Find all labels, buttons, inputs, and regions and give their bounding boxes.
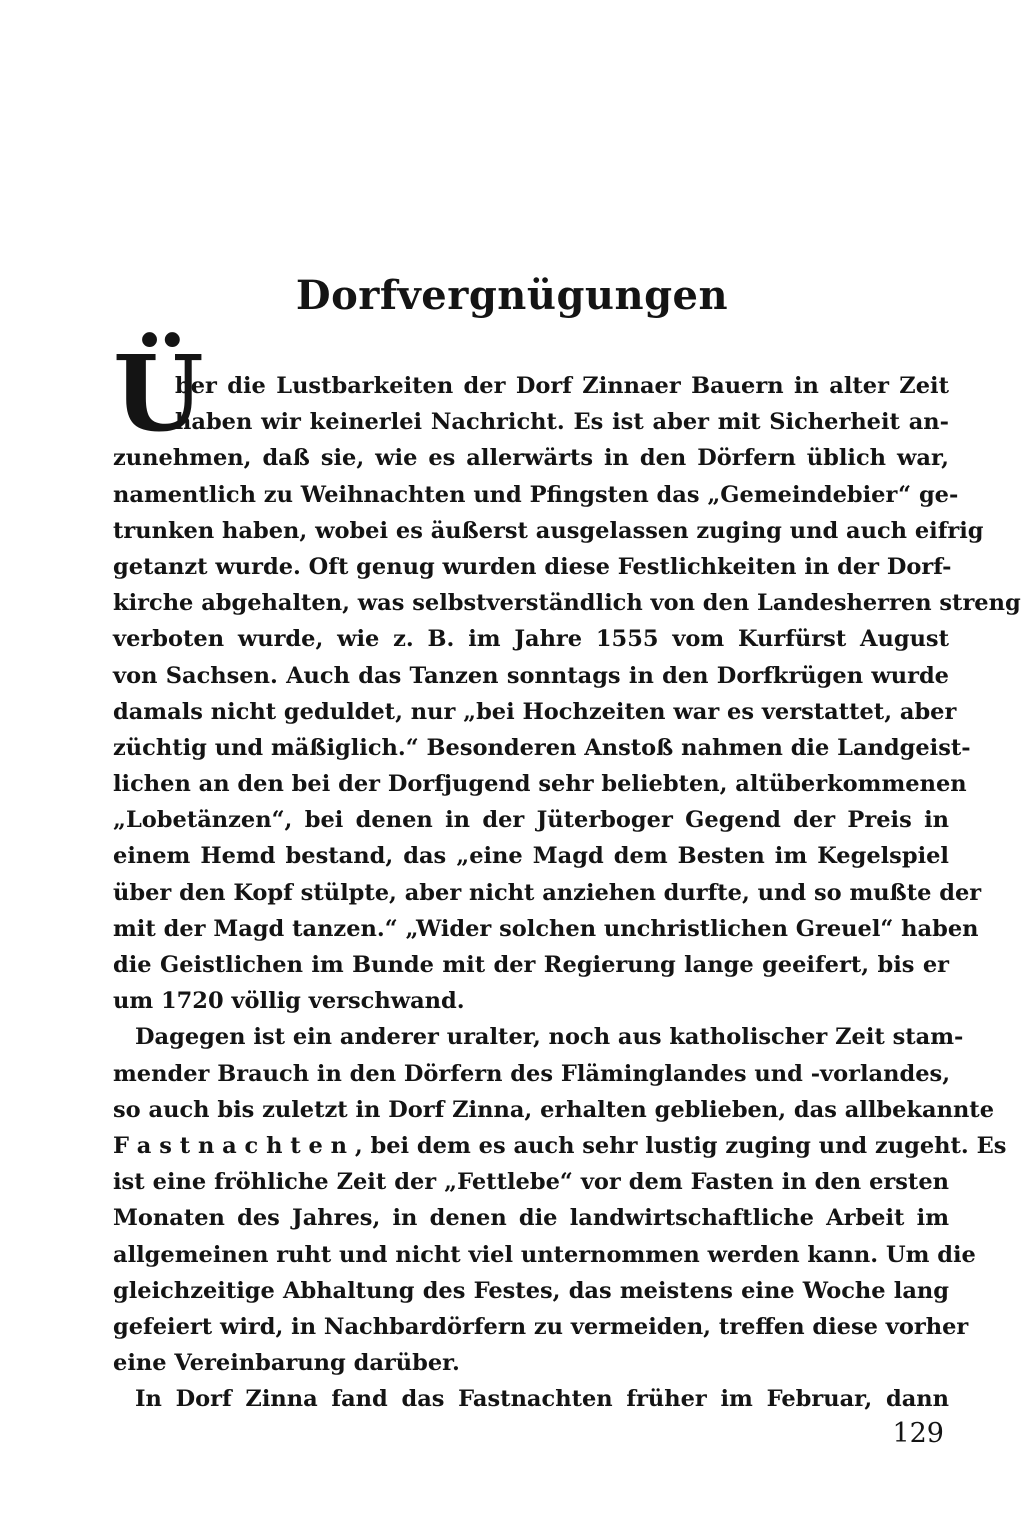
- text-line: allgemeinen ruht und nicht viel unternommen werden kann. Um die: [113, 1241, 976, 1268]
- text-line: namentlich zu Weihnachten und Pfingsten das „Gemeindebier“ ge-: [113, 481, 959, 508]
- text-line: lichen an den bei der Dorfjugend sehr beliebten, altüberkommenen: [113, 771, 967, 798]
- text-line: über den Kopf stülpte, aber nicht anziehen durfte, und so mußte der: [113, 879, 982, 906]
- drop-cap: Ü: [113, 332, 204, 455]
- text-line: haben wir keinerlei Nachricht. Es ist aber mit Sicherheit an-: [175, 409, 949, 436]
- text-line: Dagegen ist ein anderer uralter, noch aus katholischer Zeit stam-: [135, 1024, 964, 1051]
- text-line: trunken haben, wobei es äußerst ausgelassen zuging und auch eifrig: [113, 517, 984, 544]
- body-text: [113, 368, 1021, 1417]
- page-number: 129: [892, 1418, 944, 1449]
- text-line: verboten wurde, wie z. B. im Jahre 1555 vom Kurfürst August: [113, 626, 949, 653]
- text-line: gleichzeitige Abhaltung des Festes, das meistens eine Woche lang: [113, 1277, 949, 1304]
- text-line: so auch bis zuletzt in Dorf Zinna, erhalten geblieben, das allbekannte: [113, 1096, 995, 1123]
- text-line: zunehmen, daß sie, wie es allerwärts in den Dörfern üblich war,: [113, 445, 949, 472]
- text-line: um 1720 völlig verschwand.: [113, 988, 465, 1015]
- chapter-title: Dorfvergnügungen: [295, 272, 729, 319]
- text-line: F a s t n a c h t e n , bei dem es auch sehr lustig zuging und zugeht. Es: [113, 1132, 1007, 1159]
- text-line: ber die Lustbarkeiten der Dorf Zinnaer Bauern in alter Zeit: [175, 373, 949, 399]
- text-line: getanzt wurde. Oft genug wurden diese Festlichkeiten in der Dorf-: [113, 553, 952, 580]
- text-line: gefeiert wird, in Nachbardörfern zu vermeiden, treffen diese vorher: [113, 1313, 969, 1340]
- text-line: damals nicht geduldet, nur „bei Hochzeiten war es verstattet, aber: [113, 698, 957, 725]
- text-line: „Lobetänzen“, bei denen in der Jüterboger Gegend der Preis in: [113, 807, 949, 834]
- text-line: In Dorf Zinna fand das Fastnachten früher im Februar, dann: [135, 1386, 949, 1413]
- text-line: züchtig und mäßiglich.“ Besonderen Anstoß nahmen die Landgeist-: [113, 734, 971, 761]
- text-line: die Geistlichen im Bunde mit der Regierung lange geeifert, bis er: [113, 952, 949, 978]
- text-line: kirche abgehalten, was selbstverständlich von den Landesherren streng: [113, 590, 1021, 617]
- text-line: eine Vereinbarung darüber.: [113, 1350, 460, 1377]
- text-line: ist eine fröhliche Zeit der „Fettlebe“ vor dem Fasten in den ersten: [113, 1169, 949, 1196]
- text-line: Monaten des Jahres, in denen die landwirtschaftliche Arbeit im: [113, 1205, 949, 1232]
- text-line: mit der Magd tanzen.“ „Wider solchen unchristlichen Greuel“ haben: [113, 915, 979, 942]
- text-line: mender Brauch in den Dörfern des Fläminglandes und -vorlandes,: [113, 1060, 951, 1087]
- text-line: einem Hemd bestand, das „eine Magd dem Besten im Kegelspiel: [113, 843, 949, 870]
- text-line: von Sachsen. Auch das Tanzen sonntags in den Dorfkrügen wurde: [113, 662, 949, 689]
